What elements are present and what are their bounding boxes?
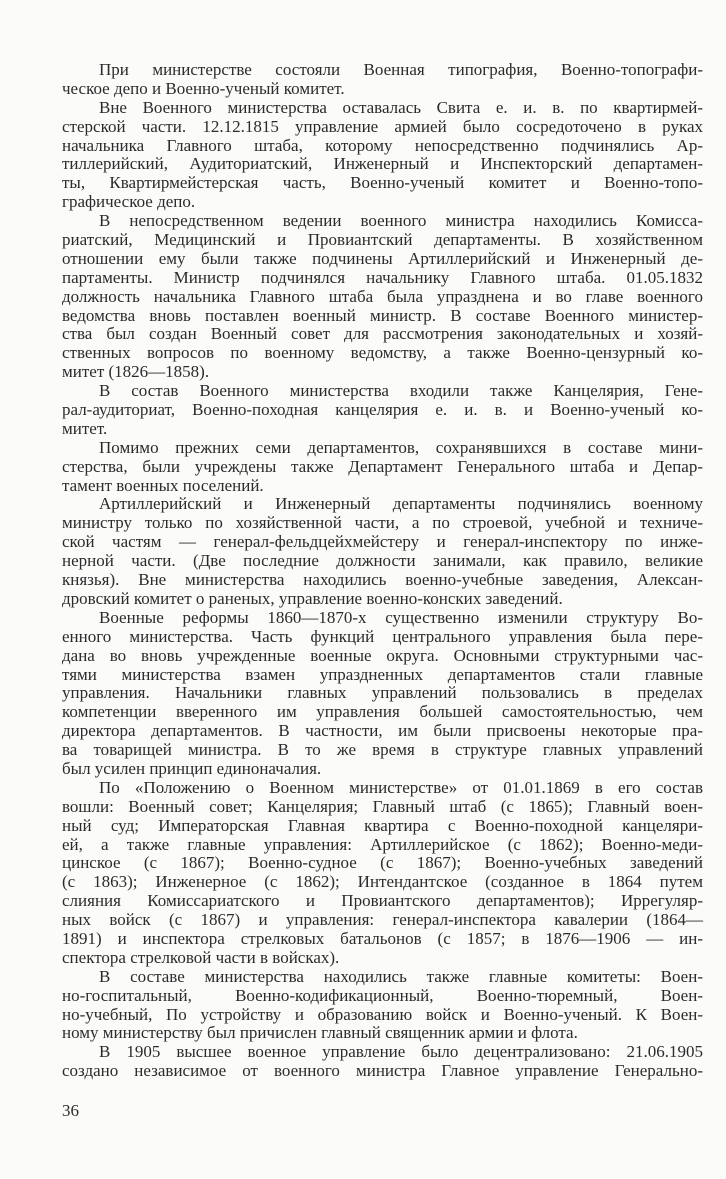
text-line: Артиллерийский и Инженерный департаменты подчинялись военному	[99, 494, 703, 514]
text-line: По «Положению о Военном министерстве» от 01.01.1869 в его состав	[99, 777, 703, 797]
text-line: ва товарищей министра. В то же время в структуре главных управлений	[62, 740, 703, 760]
paragraph	[62, 968, 703, 1044]
text-line: слияния Комиссариатского и Провиантского департаментов); Иррегуляр-	[62, 891, 703, 911]
text-line: спектора стрелковой части в войсках).	[62, 947, 340, 967]
text-line: тамент военных поселений.	[62, 475, 264, 495]
text-line: ства был создан Военный совет для рассмотрения законодательных и хозяй-	[62, 324, 703, 344]
text-line: ному министерству был причислен главный священник армии и флота.	[62, 1023, 578, 1043]
text-line: ведомства вновь поставлен военный министр. В составе Военного министер-	[62, 305, 703, 325]
text-line: стерства, были учреждены также Департамент Генерального штаба и Депар-	[62, 456, 703, 476]
text-line: стерской части. 12.12.1815 управление армией было сосредоточено в руках	[62, 116, 703, 136]
text-line: но-учебный, По устройству и образованию войск и Военно-ученый. К Воен-	[62, 1004, 703, 1024]
text-line: митет.	[62, 418, 108, 438]
text-line: В составе министерства находились также главные комитеты: Воен-	[99, 966, 703, 986]
text-line: ческое депо и Военно-ученый комитет.	[62, 78, 345, 98]
text-line: тями министерства взамен упраздненных департаментов стали главные	[62, 664, 703, 684]
text-line: Военные реформы 1860—1870-х существенно изменили структуру Во-	[99, 607, 703, 627]
text-line: компетенции вверенного им управления большей самостоятельностью, чем	[62, 702, 703, 722]
text-line: был усилен принцип единоначалия.	[62, 758, 322, 778]
text-line: партаменты. Министр подчинялся начальнику Главного штаба. 01.05.1832	[62, 267, 703, 287]
text-line: князья). Вне министерства находились военно-учебные заведения, Алексан-	[62, 570, 703, 590]
text-line: енного министерства. Часть функций центрального управления была пере-	[62, 626, 703, 646]
text-line: начальника Главного штаба, которому непосредственно подчинялись Ар-	[62, 135, 703, 155]
page-number: 36	[62, 1101, 79, 1120]
paragraph	[62, 1043, 703, 1081]
text-line: дровский комитет о раненых, управление военно-конских заведений.	[62, 588, 563, 608]
text-line: нерной части. (Две последние должности занимали, как правило, великие	[62, 551, 703, 571]
paragraph	[62, 779, 703, 968]
text-line: ных войск (с 1867) и управления: генерал-инспектора кавалерии (1864—	[62, 910, 703, 930]
text-line: ственных вопросов по военному ведомству, а также Военно-цензурный ко-	[62, 343, 703, 363]
paragraph	[62, 212, 703, 382]
text-line: должность начальника Главного штаба была упразднена и во главе военного	[62, 286, 703, 306]
text-line: дана во вновь учрежденные военные округа. Основными структурными час-	[62, 645, 703, 665]
text-line: ской частям — генерал-фельдцейхмейстеру и генерал-инспектору по инже-	[62, 532, 703, 552]
text-line: но-госпитальный, Военно-кодификационный, Военно-тюремный, Воен-	[62, 985, 703, 1005]
paragraph	[62, 99, 703, 212]
text-line: рал-аудиториат, Военно-походная канцелярия е. и. в. и Военно-ученый ко-	[62, 400, 703, 420]
text-line: В непосредственном ведении военного министра находились Комисса-	[99, 211, 703, 231]
text-line: В 1905 высшее военное управление было децентрализовано: 21.06.1905	[99, 1042, 703, 1062]
text-line: (с 1863); Инженерное (с 1862); Интендантское (созданное в 1864 путем	[62, 872, 703, 892]
text-line: ный суд; Императорская Главная квартира с Военно-походной канцеляри-	[62, 815, 703, 835]
text-line: вошли: Военный совет; Канцелярия; Главный штаб (с 1865); Главный воен-	[62, 796, 703, 816]
text-line: директора департаментов. В частности, им были присвоены некоторые пра-	[62, 721, 703, 741]
text-line: создано независимое от военного министра Главное управление Генерально-	[62, 1061, 703, 1081]
text-line: Вне Военного министерства оставалась Свита е. и. в. по квартирмей-	[99, 97, 703, 117]
text-line: цинское (с 1867); Военно-судное (с 1867); Военно-учебных заведений	[62, 853, 703, 873]
paragraph	[62, 609, 703, 779]
text-line: В состав Военного министерства входили также Канцелярия, Гене-	[99, 381, 703, 401]
text-line: ты, Квартирмейстерская часть, Военно-ученый комитет и Военно-топо-	[62, 173, 703, 193]
text-line: графическое депо.	[62, 192, 196, 212]
paragraph	[62, 495, 703, 608]
text-line: управления. Начальники главных управлений пользовались в пределах	[62, 683, 703, 703]
text-line: ей, а также главные управления: Артиллерийское (с 1862); Военно-меди-	[62, 834, 703, 854]
text-line: митет (1826—1858).	[62, 362, 210, 382]
text-line: Помимо прежних семи департаментов, сохранявшихся в составе мини-	[99, 437, 703, 457]
paragraph	[62, 439, 703, 496]
paragraph	[62, 61, 703, 99]
text-line: отношении ему были также подчинены Артиллерийский и Инженерный де-	[62, 248, 703, 268]
page-body-text	[62, 61, 703, 1081]
paragraph	[62, 382, 703, 439]
text-line: 1891) и инспектора стрелковых батальонов (с 1857; в 1876—1906 — ин-	[62, 928, 703, 948]
text-line: При министерстве состояли Военная типография, Военно-топографи-	[99, 60, 703, 79]
text-line: министру только по хозяйственной части, а по строевой, учебной и техниче-	[62, 513, 703, 533]
text-line: тиллерийский, Аудиториатский, Инженерный и Инспекторский департамен-	[62, 154, 703, 174]
text-line: риатский, Медицинский и Провиантский департаменты. В хозяйственном	[62, 230, 703, 250]
